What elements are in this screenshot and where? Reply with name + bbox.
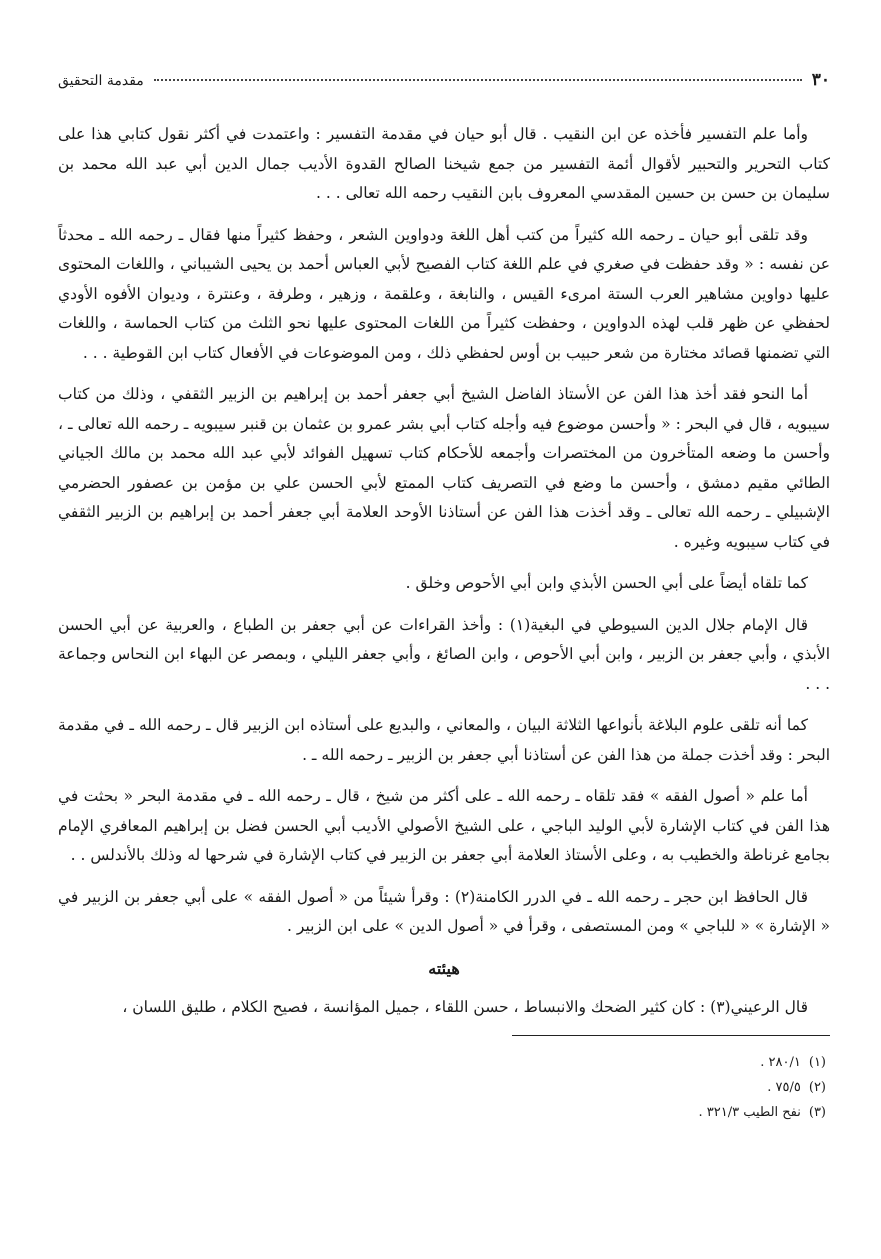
section-heading: هيئته [428, 958, 460, 978]
dotted-leader [154, 79, 802, 81]
footnote-text: نفح الطيب ٣٢١/٣ . [698, 1104, 801, 1120]
paragraph-nahw: أما النحو فقد أخذ هذا الفن عن الأستاذ الفاضل الشيخ أبي جعفر أحمد بن إبراهيم بن الزبير الثقفي ، وذلك من كتاب سيبويه ، قال في البحر : « وأحسن موضوع فيه وأجله كتاب أبي بشر عمرو بن عثمان بن قنبر سيبويه ـ رحمه الله تعالى ـ ، وأحسن ما وضعه المتأخرون من المختصرات وأجمعه للأحكام كتاب تسهيل الفوائد لأبي عبد الله محمد بن مالك الجياني الطائي مقيم دمشق ، وأحسن ما وضع في التصريف كتاب الممتع لأبي الحسن علي بن مؤمن بن عصفور الحضرمي الإشبيلي ـ رحمه الله تعالى ـ وقد أخذت هذا الفن عن أستاذنا الأوحد العلامة أبي جعفر أحمد بن إبراهيم بن الزبير الثقفي في كتاب سيبويه وغيره . [58, 385, 830, 551]
page-number: ٣٠ [811, 70, 830, 90]
paragraph-usul: أما علم « أصول الفقه » فقد تلقاه ـ رحمه الله ـ على أكثر من شيخ ، قال ـ رحمه الله ـ في مقدمة البحر « بحثت في هذا الفن في كتاب الإشارة لأبي الوليد الباجي ، على الشيخ الأصولي الأديب أبي الحسن فضل بن إبراهيم المعافري الإمام بجامع غرناطة والخطيب به ، وعلى الأستاذ العلامة أبي جعفر بن الزبير في كتاب الإشارة في شرحها له وذلك بالأندلس . . [58, 787, 830, 864]
footnote-mark: (٣) [808, 1104, 826, 1120]
paragraph-balagha: كما أنه تلقى علوم البلاغة بأنواعها الثلاثة البيان ، والمعاني ، والبديع على أستاذه ابن الزبير قال ـ رحمه الله ـ في مقدمة البحر : وقد أخذت جملة من هذا الفن عن أستاذنا أبي جعفر بن الزبير ـ رحمه الله ـ . [58, 716, 830, 764]
footnote-2 [58, 1075, 830, 1100]
footnote-mark: (١) [808, 1054, 826, 1070]
body-text [58, 120, 830, 1023]
book-page [58, 70, 830, 1230]
paragraph-ruayni: قال الرعيني(٣) : كان كثير الضحك والانبساط ، حسن اللقاء ، جميل المؤانسة ، فصيح الكلام ، طليق اللسان ، [122, 998, 808, 1016]
paragraph-tafsir: وأما علم التفسير فأخذه عن ابن النقيب . قال أبو حيان في مقدمة التفسير : واعتمدت في أكثر نقول كتابي هذا على كتاب التحرير والتحبير لأقوال أئمة التفسير من جمع شيخنا الصالح القدوة الأديب جمال الدين أبي عبد الله محمد بن سليمان بن حسن بن حسين المقدسي المعروف بابن النقيب رحمه الله تعالى . . . [58, 125, 830, 202]
footnotes [58, 1050, 830, 1125]
footnote-text: ٢٨٠/١ . [760, 1054, 801, 1070]
footnote-3 [58, 1100, 830, 1125]
footnote-mark: (٢) [808, 1079, 826, 1095]
running-title: مقدمة التحقيق [58, 73, 144, 89]
paragraph-ibn-hajar: قال الحافظ ابن حجر ـ رحمه الله ـ في الدرر الكامنة(٢) : وقرأ شيئاً من « أصول الفقه » على أبي جعفر بن الزبير في « الإشارة » « للباجي » ومن المستصفى ، وقرأ في « أصول الدين » على ابن الزبير . [58, 887, 830, 935]
paragraph-lugha: وقد تلقى أبو حيان ـ رحمه الله كثيراً من كتب أهل اللغة ودواوين الشعر ، وحفظ كثيراً منها فقال ـ رحمه الله ـ محدثاً عن نفسه : « وقد حفظت في صغري في علم اللغة كتاب الفصيح لأبي العباس أحمد بن يحيى الشيباني ، واللغات المحتوى عليها دواوين مشاهير العرب الستة امرىء القيس ، والنابغة ، وعلقمة ، وزهير ، وطرفة ، وعنترة ، وديوان الأفوه الأودي لحفظي عن ظهر قلب لهذه الدواوين ، وحفظت كثيراً من اللغات المحتوى عليها نحو الثلث من كتاب الحماسة ، واللغات التي تضمنها قصائد مختارة من شعر حبيب بن أوس لحفظي ذلك ، ومن الموضوعات في الأفعال كتاب ابن القوطية . . . [58, 225, 830, 362]
footnote-1 [58, 1050, 830, 1075]
paragraph-abdhi: كما تلقاه أيضاً على أبي الحسن الأبذي وابن أبي الأحوص وخلق . [405, 574, 808, 592]
running-header [58, 70, 830, 100]
paragraph-suyuti: قال الإمام جلال الدين السيوطي في البغية(١) : وأخذ القراءات عن أبي جعفر بن الطباع ، والعربية عن أبي الحسن الأبذي ، وأبي جعفر بن الزبير ، وابن أبي الأحوص ، وابن الصائغ ، وأبي جعفر الليلي ، وبمصر عن البهاء ابن النحاس وجماعة . . . [58, 615, 830, 693]
footnote-text: ٧٥/٥ . [767, 1079, 801, 1095]
footnote-divider [512, 1035, 830, 1036]
